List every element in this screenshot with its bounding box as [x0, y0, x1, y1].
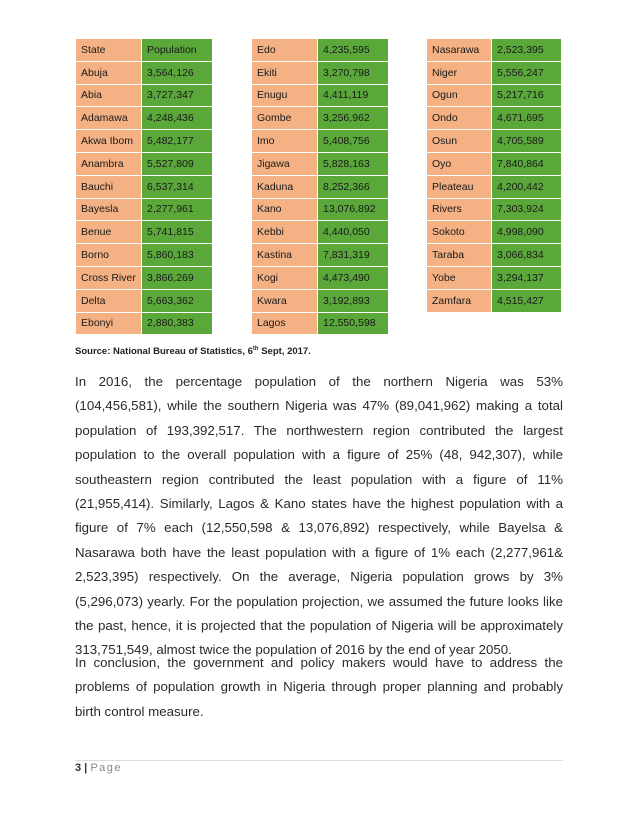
state-name-cell: Sokoto: [427, 221, 492, 244]
population-value-cell: 13,076,892: [318, 198, 389, 221]
state-name-cell: Abia: [76, 84, 142, 107]
table-row: [427, 289, 562, 312]
population-value-cell: 6,537,314: [142, 175, 213, 198]
table-row: [427, 152, 562, 175]
population-table-3: [426, 38, 562, 313]
table-row: [427, 107, 562, 130]
table-row: [76, 152, 213, 175]
table-row: [76, 107, 213, 130]
population-value-cell: 7,303,924: [492, 198, 562, 221]
population-value-cell: Population: [142, 39, 213, 62]
population-value-cell: 4,411,119: [318, 84, 389, 107]
table-row: [252, 312, 389, 335]
table-row: [252, 39, 389, 62]
state-name-cell: Ogun: [427, 84, 492, 107]
population-value-cell: 7,840,864: [492, 152, 562, 175]
table-row: [427, 175, 562, 198]
source-citation: [75, 346, 311, 357]
state-name-cell: Taraba: [427, 244, 492, 267]
table-row: [252, 289, 389, 312]
population-value-cell: 4,248,436: [142, 107, 213, 130]
population-value-cell: 4,200,442: [492, 175, 562, 198]
table-row: [76, 39, 213, 62]
state-name-cell: Ondo: [427, 107, 492, 130]
population-table-1: [75, 38, 213, 335]
population-value-cell: 4,440,050: [318, 221, 389, 244]
table-row: [252, 244, 389, 267]
population-value-cell: 5,663,362: [142, 289, 213, 312]
page-footer: [75, 762, 122, 774]
state-name-cell: Kastina: [252, 244, 318, 267]
population-value-cell: 3,256,962: [318, 107, 389, 130]
population-value-cell: 3,192,893: [318, 289, 389, 312]
table-row: [76, 289, 213, 312]
state-name-cell: Enugu: [252, 84, 318, 107]
population-value-cell: 3,727,347: [142, 84, 213, 107]
state-name-cell: Kaduna: [252, 175, 318, 198]
table-row: [76, 130, 213, 153]
table-row: [427, 244, 562, 267]
state-name-cell: Kwara: [252, 289, 318, 312]
state-name-cell: Kogi: [252, 266, 318, 289]
population-value-cell: 5,217,716: [492, 84, 562, 107]
table-row: [76, 244, 213, 267]
state-name-cell: Benue: [76, 221, 142, 244]
state-name-cell: Imo: [252, 130, 318, 153]
state-name-cell: Lagos: [252, 312, 318, 335]
source-superscript: th: [252, 346, 259, 352]
population-value-cell: 5,741,815: [142, 221, 213, 244]
state-name-cell: Ebonyi: [76, 312, 142, 335]
state-name-cell: Delta: [76, 289, 142, 312]
population-value-cell: 2,523,395: [492, 39, 562, 62]
state-name-cell: Pleateau: [427, 175, 492, 198]
state-name-cell: Osun: [427, 130, 492, 153]
page-number: 3: [75, 762, 82, 774]
state-name-cell: Niger: [427, 61, 492, 84]
page-label: Page: [90, 762, 123, 774]
population-value-cell: 3,270,798: [318, 61, 389, 84]
table-row: [252, 152, 389, 175]
population-value-cell: 5,408,756: [318, 130, 389, 153]
footer-divider: [75, 760, 563, 761]
population-value-cell: 3,866,269: [142, 266, 213, 289]
table-row: [252, 221, 389, 244]
body-paragraph-conclusion: In conclusion, the government and policy makers would have to address the problems of population growth in Nigeria through proper planning and probably birth control measure.: [75, 655, 563, 719]
state-name-cell: Gombe: [252, 107, 318, 130]
state-name-cell: Bauchi: [76, 175, 142, 198]
population-value-cell: 5,556,247: [492, 61, 562, 84]
table-row: [427, 221, 562, 244]
population-value-cell: 2,880,383: [142, 312, 213, 335]
state-name-cell: Kebbi: [252, 221, 318, 244]
table-row: [252, 266, 389, 289]
population-value-cell: 5,860,183: [142, 244, 213, 267]
population-value-cell: 4,473,490: [318, 266, 389, 289]
population-table-2: [251, 38, 389, 335]
state-name-cell: Yobe: [427, 266, 492, 289]
state-name-cell: Kano: [252, 198, 318, 221]
population-value-cell: 4,998,090: [492, 221, 562, 244]
state-name-cell: Cross River: [76, 266, 142, 289]
state-name-cell: Oyo: [427, 152, 492, 175]
table-row: [427, 266, 562, 289]
state-name-cell: Akwa Ibom: [76, 130, 142, 153]
population-value-cell: 12,550,598: [318, 312, 389, 335]
state-name-cell: Bayesla: [76, 198, 142, 221]
population-value-cell: 4,671,695: [492, 107, 562, 130]
table-row: [252, 175, 389, 198]
table-row: [76, 175, 213, 198]
population-value-cell: 7,831,319: [318, 244, 389, 267]
state-name-cell: Edo: [252, 39, 318, 62]
state-name-cell: Anambra: [76, 152, 142, 175]
population-value-cell: 5,527,809: [142, 152, 213, 175]
state-name-cell: Rivers: [427, 198, 492, 221]
table-row: [252, 84, 389, 107]
table-row: [427, 84, 562, 107]
table-row: [427, 39, 562, 62]
state-name-cell: Nasarawa: [427, 39, 492, 62]
population-value-cell: 4,705,589: [492, 130, 562, 153]
table-row: [76, 84, 213, 107]
source-text-prefix: Source: National Bureau of Statistics, 6: [75, 346, 253, 358]
table-row: [76, 61, 213, 84]
state-name-cell: State: [76, 39, 142, 62]
body-paragraph-population: In 2016, the percentage population of the northern Nigeria was 53% (104,456,581), while the southern Nigeria was 47% (89,041,962) making a total population of 193,392,517. The northwestern region contributed the largest population to the overall population with a figure of 25% (48, 942,307), while southeastern region contributed the least population with a figure of 11% (21,955,414). Similarly, Lagos & Kano states have the highest population with a figure of 7% each (12,550,598 & 13,076,892) respectively, while Bayelsa & Nasarawa both have the least population with a figure of 1% each (2,277,961& 2,523,395) respectively. On the average, Nigeria population grows by 3% (5,296,073) yearly. For the population projection, we assumed the future looks like the past, hence, it is projected that the population of Nigeria will be approximately 313,751,549, almost twice the population of 2016 by the end of year 2050.: [75, 374, 563, 658]
table-row: [76, 221, 213, 244]
state-name-cell: Ekiti: [252, 61, 318, 84]
population-value-cell: 4,235,595: [318, 39, 389, 62]
population-value-cell: 8,252,366: [318, 175, 389, 198]
table-row: [427, 61, 562, 84]
table-row: [252, 61, 389, 84]
state-name-cell: Borno: [76, 244, 142, 267]
population-value-cell: 2,277,961: [142, 198, 213, 221]
table-row: [252, 107, 389, 130]
table-row: [76, 198, 213, 221]
table-row: [427, 130, 562, 153]
state-name-cell: Zamfara: [427, 289, 492, 312]
table-row: [427, 198, 562, 221]
source-text-suffix: Sept, 2017.: [258, 346, 311, 358]
population-value-cell: 3,066,834: [492, 244, 562, 267]
table-row: [76, 312, 213, 335]
table-row: [76, 266, 213, 289]
population-value-cell: 3,564,126: [142, 61, 213, 84]
table-row: [252, 198, 389, 221]
population-value-cell: 5,828,163: [318, 152, 389, 175]
population-value-cell: 5,482,177: [142, 130, 213, 153]
table-row: [252, 130, 389, 153]
state-name-cell: Adamawa: [76, 107, 142, 130]
population-value-cell: 4,515,427: [492, 289, 562, 312]
population-value-cell: 3,294,137: [492, 266, 562, 289]
state-name-cell: Abuja: [76, 61, 142, 84]
footer-separator: |: [81, 762, 91, 774]
state-name-cell: Jigawa: [252, 152, 318, 175]
